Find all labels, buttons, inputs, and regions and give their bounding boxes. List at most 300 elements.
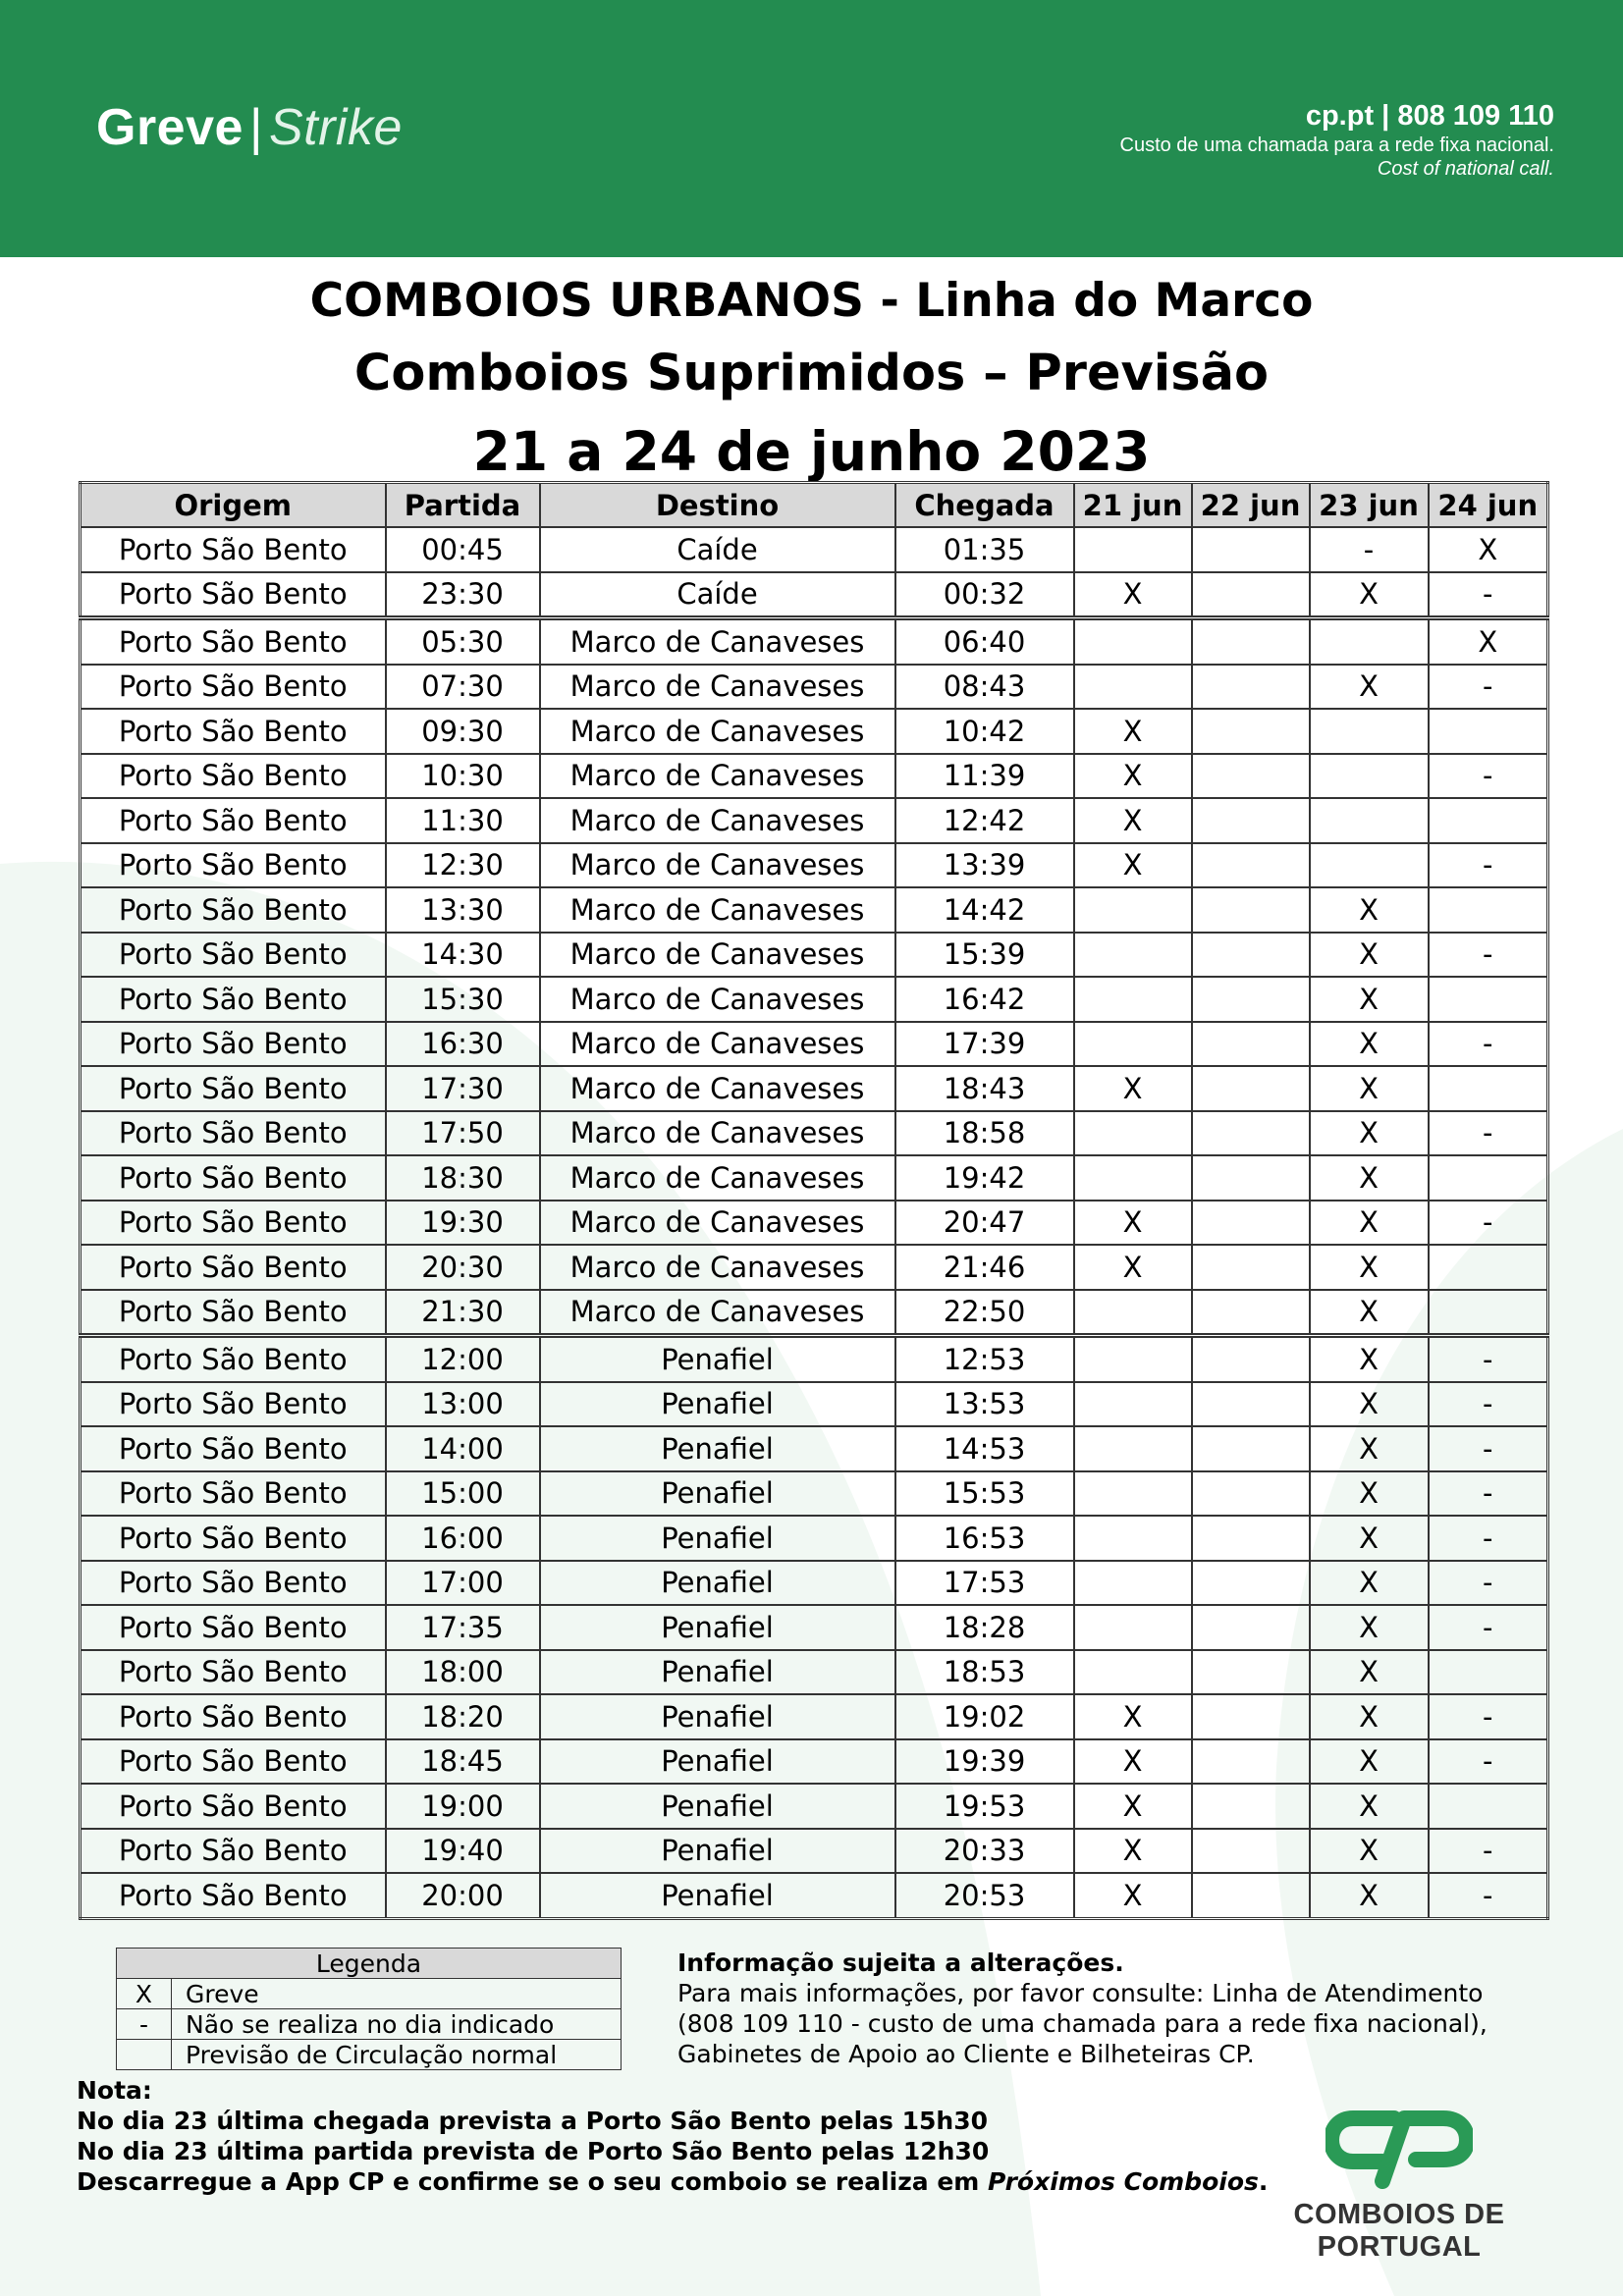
day-22-cell — [1192, 977, 1310, 1022]
day-22-cell — [1192, 933, 1310, 978]
day-21-cell — [1074, 1471, 1192, 1517]
app-note-suffix: . — [1258, 2167, 1269, 2196]
day-22-cell — [1192, 1336, 1310, 1382]
destination-cell: Penafiel — [540, 1605, 895, 1650]
day-21-cell — [1074, 618, 1192, 665]
day-24-cell — [1429, 1066, 1548, 1111]
day-22-cell — [1192, 1155, 1310, 1201]
day-22-cell — [1192, 1605, 1310, 1650]
departure-cell: 07:30 — [386, 665, 540, 710]
day-21-cell: X — [1074, 1245, 1192, 1290]
day-24-cell: - — [1429, 1382, 1548, 1427]
column-header: Destino — [540, 483, 895, 528]
day-22-cell — [1192, 1066, 1310, 1111]
day-23-cell: X — [1310, 1516, 1429, 1561]
column-header: 21 jun — [1074, 483, 1192, 528]
day-24-cell — [1429, 977, 1548, 1022]
arrival-cell: 00:32 — [895, 572, 1074, 618]
page-titles — [0, 267, 1623, 491]
legend-row — [117, 1979, 622, 2009]
notes-block — [77, 2075, 1268, 2197]
day-24-cell: - — [1429, 1829, 1548, 1874]
legend-title: Legenda — [117, 1949, 622, 1979]
day-22-cell — [1192, 798, 1310, 843]
day-24-cell — [1429, 1290, 1548, 1336]
day-23-cell — [1310, 754, 1429, 799]
departure-cell: 20:30 — [386, 1245, 540, 1290]
destination-cell: Penafiel — [540, 1829, 895, 1874]
day-23-cell: X — [1310, 1650, 1429, 1695]
call-cost-en: Cost of national call. — [1377, 158, 1554, 180]
brand-title — [96, 98, 403, 157]
departure-cell: 00:45 — [386, 527, 540, 572]
day-21-cell — [1074, 1155, 1192, 1201]
day-21-cell — [1074, 1516, 1192, 1561]
origin-cell: Porto São Bento — [81, 1111, 386, 1156]
arrival-cell: 06:40 — [895, 618, 1074, 665]
table-row — [81, 1336, 1548, 1382]
day-22-cell — [1192, 527, 1310, 572]
legend-row — [117, 2009, 622, 2040]
departure-cell: 18:00 — [386, 1650, 540, 1695]
arrival-cell: 12:53 — [895, 1336, 1074, 1382]
destination-cell: Penafiel — [540, 1739, 895, 1785]
departure-cell: 23:30 — [386, 572, 540, 618]
day-23-cell: X — [1310, 1111, 1429, 1156]
column-header: 24 jun — [1429, 483, 1548, 528]
table-row — [81, 1066, 1548, 1111]
table-row — [81, 843, 1548, 888]
day-21-cell: X — [1074, 709, 1192, 754]
table-header-row — [81, 483, 1548, 528]
origin-cell: Porto São Bento — [81, 1201, 386, 1246]
departure-cell: 12:00 — [386, 1336, 540, 1382]
origin-cell: Porto São Bento — [81, 1561, 386, 1606]
legend-table — [116, 1948, 622, 2070]
destination-cell: Marco de Canaveses — [540, 709, 895, 754]
departure-cell: 18:30 — [386, 1155, 540, 1201]
day-21-cell: X — [1074, 1066, 1192, 1111]
departure-cell: 09:30 — [386, 709, 540, 754]
day-21-cell: X — [1074, 1694, 1192, 1739]
day-24-cell: - — [1429, 1201, 1548, 1246]
origin-cell: Porto São Bento — [81, 1605, 386, 1650]
day-21-cell — [1074, 1561, 1192, 1606]
schedule-body — [81, 527, 1548, 1918]
arrival-cell: 16:53 — [895, 1516, 1074, 1561]
day-22-cell — [1192, 887, 1310, 933]
legend-text: Não se realiza no dia indicado — [172, 2009, 622, 2040]
arrival-cell: 16:42 — [895, 977, 1074, 1022]
legend-text: Greve — [172, 1979, 622, 2009]
day-24-cell: - — [1429, 843, 1548, 888]
app-note-prefix: Descarregue a App CP e confirme se o seu comboio se realiza em — [77, 2167, 989, 2196]
origin-cell: Porto São Bento — [81, 1739, 386, 1785]
arrival-cell: 08:43 — [895, 665, 1074, 710]
day-22-cell — [1192, 1245, 1310, 1290]
arrival-cell: 13:39 — [895, 843, 1074, 888]
departure-cell: 17:00 — [386, 1561, 540, 1606]
day-21-cell: X — [1074, 798, 1192, 843]
day-23-cell: X — [1310, 1066, 1429, 1111]
destination-cell: Marco de Canaveses — [540, 798, 895, 843]
origin-cell: Porto São Bento — [81, 977, 386, 1022]
departure-cell: 15:00 — [386, 1471, 540, 1517]
destination-cell: Penafiel — [540, 1873, 895, 1918]
table-row — [81, 1829, 1548, 1874]
header-banner — [0, 0, 1623, 257]
table-row — [81, 754, 1548, 799]
day-23-cell — [1310, 798, 1429, 843]
day-23-cell: X — [1310, 887, 1429, 933]
destination-cell: Penafiel — [540, 1336, 895, 1382]
day-23-cell: X — [1310, 1873, 1429, 1918]
table-row — [81, 1784, 1548, 1829]
destination-cell: Penafiel — [540, 1650, 895, 1695]
arrival-cell: 13:53 — [895, 1382, 1074, 1427]
arrival-cell: 20:33 — [895, 1829, 1074, 1874]
table-row — [81, 1516, 1548, 1561]
arrival-cell: 18:28 — [895, 1605, 1074, 1650]
arrival-cell: 18:53 — [895, 1650, 1074, 1695]
day-21-cell — [1074, 1426, 1192, 1471]
day-21-cell — [1074, 665, 1192, 710]
day-22-cell — [1192, 665, 1310, 710]
arrival-cell: 14:53 — [895, 1426, 1074, 1471]
arrival-cell: 17:53 — [895, 1561, 1074, 1606]
day-21-cell: X — [1074, 1201, 1192, 1246]
note-line-app — [77, 2166, 1268, 2197]
schedule-table — [79, 481, 1549, 1920]
day-22-cell — [1192, 1739, 1310, 1785]
day-23-cell — [1310, 618, 1429, 665]
day-22-cell — [1192, 618, 1310, 665]
arrival-cell: 17:39 — [895, 1022, 1074, 1067]
day-21-cell — [1074, 1111, 1192, 1156]
origin-cell: Porto São Bento — [81, 798, 386, 843]
day-23-cell: X — [1310, 1245, 1429, 1290]
day-21-cell — [1074, 1336, 1192, 1382]
destination-cell: Marco de Canaveses — [540, 1290, 895, 1336]
destination-cell: Caíde — [540, 572, 895, 618]
departure-cell: 16:00 — [386, 1516, 540, 1561]
day-21-cell: X — [1074, 1873, 1192, 1918]
departure-cell: 05:30 — [386, 618, 540, 665]
destination-cell: Marco de Canaveses — [540, 1245, 895, 1290]
table-row — [81, 933, 1548, 978]
origin-cell: Porto São Bento — [81, 1336, 386, 1382]
day-24-cell — [1429, 798, 1548, 843]
day-22-cell — [1192, 1471, 1310, 1517]
table-row — [81, 1155, 1548, 1201]
departure-cell: 11:30 — [386, 798, 540, 843]
arrival-cell: 19:53 — [895, 1784, 1074, 1829]
day-23-cell: - — [1310, 527, 1429, 572]
day-23-cell: X — [1310, 1155, 1429, 1201]
destination-cell: Penafiel — [540, 1784, 895, 1829]
day-22-cell — [1192, 709, 1310, 754]
table-row — [81, 1382, 1548, 1427]
day-24-cell — [1429, 1650, 1548, 1695]
day-22-cell — [1192, 1516, 1310, 1561]
day-24-cell — [1429, 1245, 1548, 1290]
destination-cell: Marco de Canaveses — [540, 754, 895, 799]
day-24-cell: - — [1429, 1022, 1548, 1067]
day-24-cell — [1429, 1784, 1548, 1829]
day-22-cell — [1192, 1873, 1310, 1918]
day-24-cell: - — [1429, 1873, 1548, 1918]
day-23-cell: X — [1310, 1561, 1429, 1606]
destination-cell: Marco de Canaveses — [540, 1155, 895, 1201]
cp-logo-text: COMBOIOS DE PORTUGAL — [1293, 2199, 1505, 2263]
notes-label: Nota: — [77, 2076, 152, 2105]
origin-cell: Porto São Bento — [81, 572, 386, 618]
destination-cell: Penafiel — [540, 1516, 895, 1561]
origin-cell: Porto São Bento — [81, 933, 386, 978]
departure-cell: 17:50 — [386, 1111, 540, 1156]
table-row — [81, 1111, 1548, 1156]
table-row — [81, 527, 1548, 572]
table-row — [81, 1471, 1548, 1517]
day-22-cell — [1192, 1111, 1310, 1156]
page-title: COMBOIOS URBANOS - Linha do Marco — [309, 274, 1314, 328]
day-23-cell: X — [1310, 933, 1429, 978]
departure-cell: 10:30 — [386, 754, 540, 799]
day-21-cell — [1074, 1382, 1192, 1427]
day-24-cell: X — [1429, 618, 1548, 665]
origin-cell: Porto São Bento — [81, 1245, 386, 1290]
destination-cell: Marco de Canaveses — [540, 977, 895, 1022]
origin-cell: Porto São Bento — [81, 709, 386, 754]
day-22-cell — [1192, 1426, 1310, 1471]
day-21-cell — [1074, 977, 1192, 1022]
destination-cell: Penafiel — [540, 1561, 895, 1606]
day-23-cell: X — [1310, 1290, 1429, 1336]
day-24-cell — [1429, 887, 1548, 933]
column-header: Chegada — [895, 483, 1074, 528]
column-header: Origem — [81, 483, 386, 528]
departure-cell: 18:20 — [386, 1694, 540, 1739]
note-line: No dia 23 última partida prevista de Porto São Bento pelas 12h30 — [77, 2137, 990, 2165]
contact-info — [1120, 98, 1555, 181]
table-row — [81, 572, 1548, 618]
departure-cell: 21:30 — [386, 1290, 540, 1336]
table-row — [81, 665, 1548, 710]
origin-cell: Porto São Bento — [81, 1290, 386, 1336]
day-22-cell — [1192, 1561, 1310, 1606]
table-row — [81, 977, 1548, 1022]
day-23-cell: X — [1310, 977, 1429, 1022]
destination-cell: Marco de Canaveses — [540, 1022, 895, 1067]
origin-cell: Porto São Bento — [81, 1650, 386, 1695]
arrival-cell: 12:42 — [895, 798, 1074, 843]
departure-cell: 14:30 — [386, 933, 540, 978]
brand-greve: Greve — [96, 99, 243, 156]
day-24-cell: - — [1429, 1605, 1548, 1650]
origin-cell: Porto São Bento — [81, 1471, 386, 1517]
day-24-cell: - — [1429, 1111, 1548, 1156]
day-22-cell — [1192, 1650, 1310, 1695]
cp-logo — [1232, 2110, 1566, 2264]
table-row — [81, 709, 1548, 754]
legend-symbol: X — [117, 1979, 172, 2009]
departure-cell: 18:45 — [386, 1739, 540, 1785]
departure-cell: 19:00 — [386, 1784, 540, 1829]
info-body: Para mais informações, por favor consulte: Linha de Atendimento (808 109 110 - custo de uma chamada para a rede fixa nacional), Gabinetes de Apoio ao Cliente e Bilheteiras CP. — [677, 1979, 1488, 2068]
info-heading: Informação sujeita a alterações. — [677, 1949, 1124, 1977]
day-24-cell: - — [1429, 1561, 1548, 1606]
day-23-cell: X — [1310, 1784, 1429, 1829]
day-23-cell — [1310, 843, 1429, 888]
call-cost-pt: Custo de uma chamada para a rede fixa nacional. — [1119, 134, 1554, 156]
origin-cell: Porto São Bento — [81, 618, 386, 665]
day-21-cell — [1074, 527, 1192, 572]
arrival-cell: 20:53 — [895, 1873, 1074, 1918]
day-24-cell — [1429, 1155, 1548, 1201]
table-row — [81, 1290, 1548, 1336]
column-header: 23 jun — [1310, 483, 1429, 528]
destination-cell: Marco de Canaveses — [540, 665, 895, 710]
app-section-name: Próximos Comboios — [988, 2167, 1259, 2196]
destination-cell: Marco de Canaveses — [540, 1066, 895, 1111]
arrival-cell: 22:50 — [895, 1290, 1074, 1336]
day-22-cell — [1192, 1784, 1310, 1829]
table-row — [81, 1561, 1548, 1606]
day-24-cell — [1429, 709, 1548, 754]
table-row — [81, 1605, 1548, 1650]
origin-cell: Porto São Bento — [81, 1784, 386, 1829]
cp-logo-icon — [1325, 2110, 1473, 2189]
table-row — [81, 1245, 1548, 1290]
origin-cell: Porto São Bento — [81, 1022, 386, 1067]
day-21-cell — [1074, 1605, 1192, 1650]
destination-cell: Marco de Canaveses — [540, 933, 895, 978]
day-24-cell: - — [1429, 665, 1548, 710]
departure-cell: 13:30 — [386, 887, 540, 933]
departure-cell: 17:35 — [386, 1605, 540, 1650]
arrival-cell: 10:42 — [895, 709, 1074, 754]
departure-cell: 16:30 — [386, 1022, 540, 1067]
day-21-cell — [1074, 1290, 1192, 1336]
table-row — [81, 618, 1548, 665]
legend-row — [117, 2040, 622, 2070]
day-24-cell: - — [1429, 933, 1548, 978]
origin-cell: Porto São Bento — [81, 1382, 386, 1427]
info-block — [677, 1948, 1542, 2069]
destination-cell: Marco de Canaveses — [540, 1201, 895, 1246]
day-23-cell: X — [1310, 665, 1429, 710]
departure-cell: 14:00 — [386, 1426, 540, 1471]
origin-cell: Porto São Bento — [81, 754, 386, 799]
arrival-cell: 19:39 — [895, 1739, 1074, 1785]
day-21-cell: X — [1074, 572, 1192, 618]
origin-cell: Porto São Bento — [81, 1066, 386, 1111]
legend-symbol — [117, 2040, 172, 2070]
day-23-cell: X — [1310, 1605, 1429, 1650]
day-22-cell — [1192, 1201, 1310, 1246]
table-row — [81, 1201, 1548, 1246]
destination-cell: Marco de Canaveses — [540, 1111, 895, 1156]
day-21-cell — [1074, 1650, 1192, 1695]
destination-cell: Caíde — [540, 527, 895, 572]
day-22-cell — [1192, 754, 1310, 799]
departure-cell: 13:00 — [386, 1382, 540, 1427]
table-row — [81, 1426, 1548, 1471]
day-24-cell: X — [1429, 527, 1548, 572]
arrival-cell: 11:39 — [895, 754, 1074, 799]
column-header: Partida — [386, 483, 540, 528]
arrival-cell: 01:35 — [895, 527, 1074, 572]
arrival-cell: 21:46 — [895, 1245, 1074, 1290]
origin-cell: Porto São Bento — [81, 1829, 386, 1874]
day-24-cell: - — [1429, 572, 1548, 618]
day-22-cell — [1192, 1694, 1310, 1739]
day-24-cell: - — [1429, 1426, 1548, 1471]
departure-cell: 19:30 — [386, 1201, 540, 1246]
day-24-cell: - — [1429, 1471, 1548, 1517]
origin-cell: Porto São Bento — [81, 1155, 386, 1201]
destination-cell: Penafiel — [540, 1426, 895, 1471]
table-row — [81, 1739, 1548, 1785]
date-range: 21 a 24 de junho 2023 — [472, 420, 1151, 483]
day-23-cell: X — [1310, 1829, 1429, 1874]
legend-symbol: - — [117, 2009, 172, 2040]
day-22-cell — [1192, 843, 1310, 888]
table-row — [81, 1650, 1548, 1695]
column-header: 22 jun — [1192, 483, 1310, 528]
contact-phone[interactable]: cp.pt | 808 109 110 — [1305, 100, 1554, 132]
day-23-cell: X — [1310, 1201, 1429, 1246]
day-23-cell: X — [1310, 572, 1429, 618]
arrival-cell: 18:58 — [895, 1111, 1074, 1156]
origin-cell: Porto São Bento — [81, 843, 386, 888]
table-row — [81, 1694, 1548, 1739]
table-row — [81, 887, 1548, 933]
day-23-cell: X — [1310, 1022, 1429, 1067]
destination-cell: Marco de Canaveses — [540, 887, 895, 933]
day-24-cell: - — [1429, 1516, 1548, 1561]
brand-separator: | — [248, 99, 263, 156]
day-23-cell: X — [1310, 1471, 1429, 1517]
origin-cell: Porto São Bento — [81, 1694, 386, 1739]
day-24-cell: - — [1429, 1336, 1548, 1382]
table-row — [81, 1022, 1548, 1067]
day-23-cell: X — [1310, 1382, 1429, 1427]
day-23-cell: X — [1310, 1739, 1429, 1785]
destination-cell: Marco de Canaveses — [540, 843, 895, 888]
day-23-cell: X — [1310, 1336, 1429, 1382]
legend-text: Previsão de Circulação normal — [172, 2040, 622, 2070]
day-21-cell: X — [1074, 843, 1192, 888]
day-21-cell: X — [1074, 1739, 1192, 1785]
destination-cell: Penafiel — [540, 1471, 895, 1517]
arrival-cell: 15:39 — [895, 933, 1074, 978]
day-22-cell — [1192, 1829, 1310, 1874]
origin-cell: Porto São Bento — [81, 887, 386, 933]
arrival-cell: 20:47 — [895, 1201, 1074, 1246]
origin-cell: Porto São Bento — [81, 527, 386, 572]
day-23-cell — [1310, 709, 1429, 754]
table-row — [81, 1873, 1548, 1918]
day-23-cell: X — [1310, 1694, 1429, 1739]
arrival-cell: 18:43 — [895, 1066, 1074, 1111]
note-line: No dia 23 última chegada prevista a Porto São Bento pelas 15h30 — [77, 2107, 988, 2135]
departure-cell: 12:30 — [386, 843, 540, 888]
departure-cell: 17:30 — [386, 1066, 540, 1111]
destination-cell: Penafiel — [540, 1694, 895, 1739]
day-21-cell — [1074, 1022, 1192, 1067]
day-21-cell: X — [1074, 1784, 1192, 1829]
